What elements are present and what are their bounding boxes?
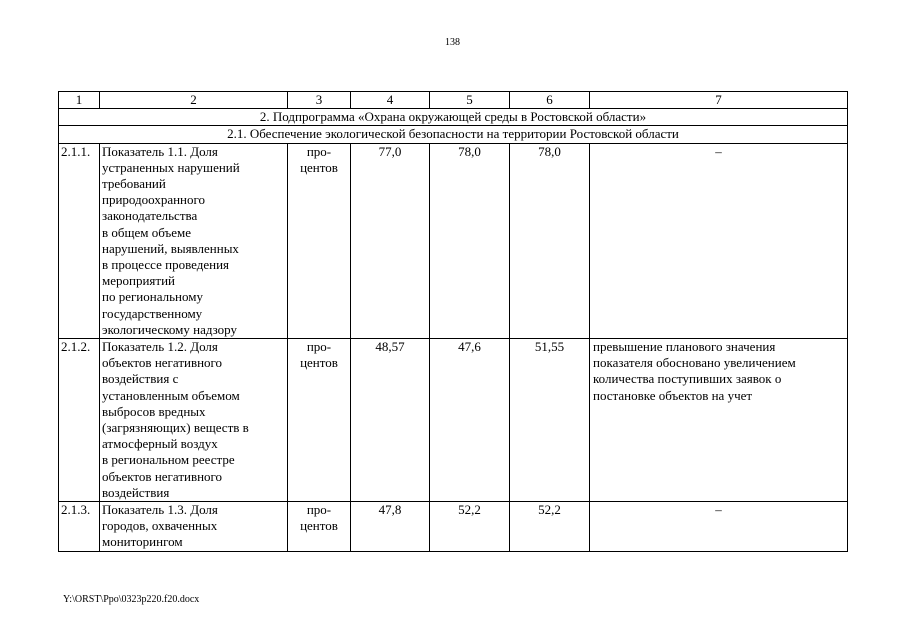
footer-file-path: Y:\ORST\Ppo\0323p220.f20.docx	[63, 594, 200, 605]
indicator-line: в процессе проведения	[102, 257, 230, 273]
indicator-line: объектов негативного	[102, 468, 223, 484]
indicator-line: законодательства	[102, 208, 198, 224]
indicator-line: объектов негативного	[102, 355, 223, 371]
indicator-line: Показатель 1.2. Доля	[102, 339, 218, 355]
note-line: превышение планового значения	[593, 339, 776, 355]
indicator-line: устраненных нарушений	[102, 159, 240, 175]
unit-cell	[288, 502, 351, 552]
page-number: 138	[445, 37, 460, 48]
indicator-line: выбросов вредных	[102, 403, 206, 419]
indicator-line: требований	[102, 176, 166, 192]
note-line: –	[715, 143, 722, 159]
value-col6: 51,55	[510, 339, 590, 502]
table-row	[59, 339, 848, 502]
value-col6: 52,2	[510, 502, 590, 552]
subprogram-title: 2. Подпрограмма «Охрана окружающей среды в Ростовской области»	[59, 109, 848, 126]
indicator-line: нарушений, выявленных	[102, 240, 239, 256]
value-col5: 52,2	[430, 502, 510, 552]
note-cell	[590, 339, 848, 502]
value-col4: 77,0	[351, 143, 430, 338]
section-row	[59, 126, 848, 143]
note-cell	[590, 143, 848, 338]
indicator-line: воздействия с	[102, 371, 179, 387]
subprogram-row	[59, 109, 848, 126]
indicator-line: природоохранного	[102, 192, 206, 208]
column-number-cell: 6	[510, 92, 590, 109]
report-table	[58, 91, 848, 552]
unit-line: про-	[306, 502, 332, 518]
column-number-cell: 5	[430, 92, 510, 109]
column-number-cell: 1	[59, 92, 100, 109]
indicator-line: экологическому надзору	[102, 321, 238, 337]
value-col5: 78,0	[430, 143, 510, 338]
indicator-line: мониторингом	[102, 534, 183, 550]
value-col4: 48,57	[351, 339, 430, 502]
value-col6: 78,0	[510, 143, 590, 338]
table-row	[59, 143, 848, 338]
indicator-line: Показатель 1.1. Доля	[102, 143, 218, 159]
indicator-line: городов, охваченных	[102, 518, 218, 534]
section-title: 2.1. Обеспечение экологической безопасности на территории Ростовской области	[59, 126, 848, 143]
unit-cell	[288, 143, 351, 338]
row-code: 2.1.3.	[59, 502, 100, 552]
note-line: количества поступивших заявок о	[593, 371, 782, 387]
unit-line: центов	[300, 518, 338, 534]
indicator-line: установленным объемом	[102, 387, 240, 403]
unit-cell	[288, 339, 351, 502]
unit-line: про-	[306, 339, 332, 355]
row-code: 2.1.2.	[59, 339, 100, 502]
column-number-cell: 4	[351, 92, 430, 109]
column-number-cell: 3	[288, 92, 351, 109]
note-line: –	[715, 502, 722, 518]
indicator-name	[100, 339, 288, 502]
value-col4: 47,8	[351, 502, 430, 552]
indicator-line: воздействия	[102, 484, 170, 500]
indicator-line: в общем объеме	[102, 224, 192, 240]
unit-line: центов	[300, 355, 338, 371]
column-number-cell: 2	[100, 92, 288, 109]
indicator-line: (загрязняющих) веществ в	[102, 420, 249, 436]
column-number-row	[59, 92, 848, 109]
indicator-name	[100, 143, 288, 338]
indicator-line: Показатель 1.3. Доля	[102, 502, 218, 518]
indicator-line: мероприятий	[102, 273, 175, 289]
unit-line: центов	[300, 159, 338, 175]
indicator-line: атмосферный воздух	[102, 436, 218, 452]
column-number-cell: 7	[590, 92, 848, 109]
note-line: показателя обосновано увеличением	[593, 355, 796, 371]
indicator-line: государственному	[102, 305, 203, 321]
value-col5: 47,6	[430, 339, 510, 502]
note-line: постановке объектов на учет	[593, 387, 753, 403]
indicator-line: по региональному	[102, 289, 203, 305]
unit-line: про-	[306, 143, 332, 159]
indicator-name	[100, 502, 288, 552]
indicator-line: в региональном реестре	[102, 452, 235, 468]
note-cell	[590, 502, 848, 552]
row-code: 2.1.1.	[59, 143, 100, 338]
table-row	[59, 502, 848, 552]
